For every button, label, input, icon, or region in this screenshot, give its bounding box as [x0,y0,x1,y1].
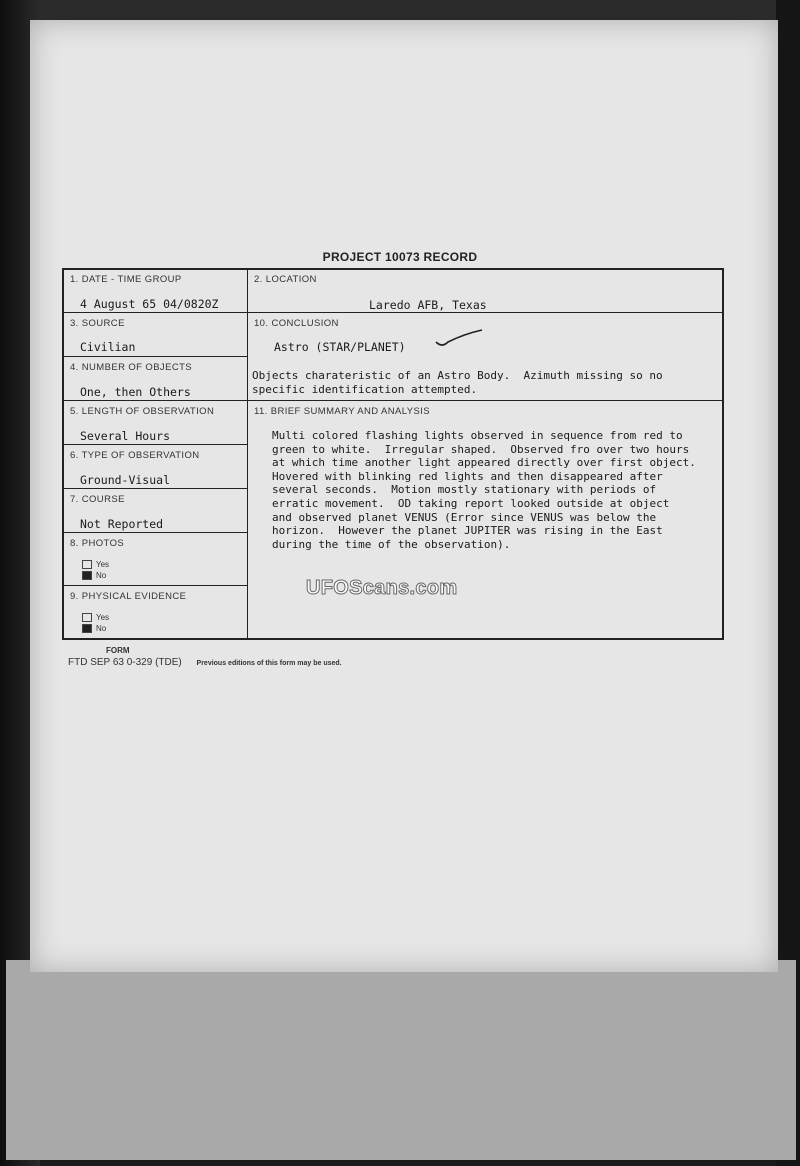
row-divider [64,532,247,533]
row-divider [64,312,247,313]
watermark: UFOScans.com [306,577,458,599]
physical-evidence-no-checkbox [82,624,92,633]
column-divider [247,270,248,638]
photos-no-checkbox [82,571,92,580]
summary-text: Multi colored flashing lights observed in sequence from red to green to white. Irregular shaped. Observed fro over two hours at which time another light appeared directly over first object. Hovered with blinking red lights and then disappeared after several seconds. Motion mostly stationary with periods of erratic movement. OD taking report looked outside at object and observed planet VENUS (Error since VENUS was below the horizon. However the planet JUPITER was rising in the East during the time of the observation). [272,429,696,551]
physical-evidence-no-option: No [82,624,106,633]
form-note: Previous editions of this form may be used. [196,660,342,667]
number-of-objects-value: One, then Others [80,385,191,399]
source-value: Civilian [80,340,136,354]
length-of-observation-value: Several Hours [80,429,171,443]
course-value: Not Reported [80,517,164,531]
row-divider [247,400,722,401]
form-id-line [68,657,342,668]
page-title: PROJECT 10073 RECORD [322,250,478,264]
physical-evidence-yes-checkbox [82,613,92,622]
physical-evidence-label: 9. PHYSICAL EVIDENCE [70,591,187,602]
photos-yes-checkbox [82,560,92,569]
row-divider [64,585,247,586]
number-of-objects-label: 4. NUMBER OF OBJECTS [70,362,193,373]
date-time-group-label: 1. DATE - TIME GROUP [70,274,182,285]
row-divider [64,444,247,445]
row-divider [64,356,247,357]
type-of-observation-label: 6. TYPE OF OBSERVATION [70,450,200,461]
scan-border-top [0,0,800,20]
row-divider [64,400,247,401]
conclusion-note: Objects charateristic of an Astro Body. Azimuth missing so no specific identification attempted. [252,369,663,396]
conclusion-value: Astro (STAR/PLANET) [274,340,406,354]
location-label: 2. LOCATION [254,274,317,285]
conclusion-label: 10. CONCLUSION [254,318,339,329]
photos-label: 8. PHOTOS [70,538,125,549]
location-value: Laredo AFB, Texas [369,298,487,312]
under-sheet [6,960,796,1160]
type-of-observation-value: Ground-Visual [80,473,171,487]
length-of-observation-label: 5. LENGTH OF OBSERVATION [70,406,215,417]
source-label: 3. SOURCE [70,318,125,329]
photos-no-option: No [82,571,106,580]
row-divider [64,488,247,489]
form-word: FORM [106,646,130,655]
checkmark-scribble-icon [434,328,484,350]
course-label: 7. COURSE [70,494,125,505]
photos-yes-option: Yes [82,560,109,569]
row-divider [247,312,722,313]
summary-label: 11. BRIEF SUMMARY AND ANALYSIS [254,406,431,417]
physical-evidence-yes-option: Yes [82,613,109,622]
date-time-group-value: 4 August 65 04/0820Z [80,297,219,311]
form-id: FTD SEP 63 0-329 (TDE) [68,657,182,668]
